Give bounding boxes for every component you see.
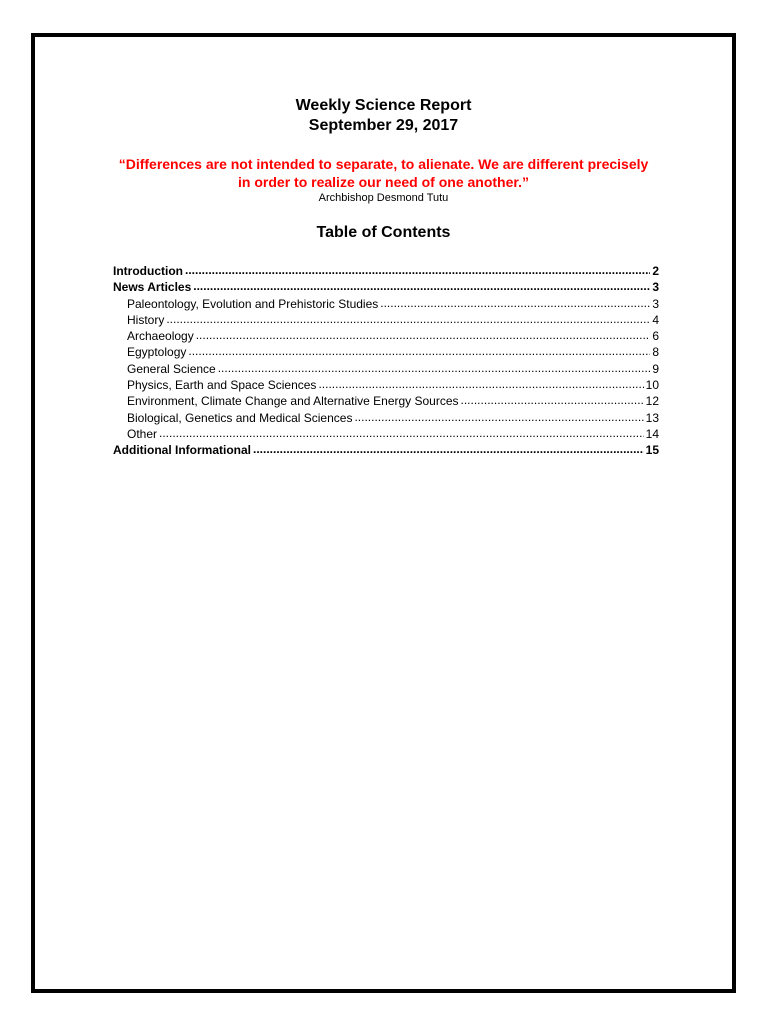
toc-entry-general-science[interactable] <box>113 361 659 377</box>
toc-dot-leader <box>253 441 644 457</box>
toc-dot-leader <box>318 376 643 392</box>
quote-block <box>35 155 732 205</box>
toc-dot-leader <box>188 343 650 359</box>
toc-entry-page: 15 <box>645 443 659 458</box>
toc-dot-leader <box>159 425 644 441</box>
toc-entry-label: History <box>127 312 165 327</box>
toc-dot-leader <box>193 278 650 294</box>
toc-entry-page: 8 <box>652 345 659 360</box>
toc-entry-page: 10 <box>645 378 659 393</box>
toc-entry-page: 3 <box>652 296 659 311</box>
toc-entry-label: Physics, Earth and Space Sciences <box>127 378 317 393</box>
toc-entry-egyptology[interactable] <box>113 344 659 360</box>
toc-entry-other[interactable] <box>113 426 659 442</box>
toc-entry-label: Environment, Climate Change and Alternative Energy Sources <box>127 394 459 409</box>
toc-entry-page: 13 <box>645 410 659 425</box>
toc-entry-label: Additional Informational <box>113 443 251 458</box>
toc-dot-leader <box>380 295 650 311</box>
toc-entry-label: Archaeology <box>127 329 194 344</box>
toc-entry-page: 4 <box>652 312 659 327</box>
toc-entry-label: News Articles <box>113 280 192 295</box>
toc-dot-leader <box>185 262 650 278</box>
toc-dot-leader <box>354 409 643 425</box>
report-title: Weekly Science Report <box>295 97 472 114</box>
toc-entry-additional[interactable] <box>113 442 659 458</box>
toc-entry-label: Paleontology, Evolution and Prehistoric Studies <box>127 296 379 311</box>
toc-entry-label: Introduction <box>113 264 183 278</box>
toc-dot-leader <box>461 392 644 408</box>
quote-text: “Differences are not intended to separate, to alienate. We are different precisely in order to realize our need of one another.” <box>118 156 649 190</box>
toc-dot-leader <box>218 360 651 376</box>
page-frame <box>31 33 736 993</box>
toc-entry-paleontology[interactable] <box>113 296 659 312</box>
toc-entry-page: 3 <box>652 280 659 295</box>
toc-entry-label: General Science <box>127 361 216 376</box>
toc-entry-page: 12 <box>645 394 659 409</box>
toc-entry-label: Other <box>127 426 158 441</box>
toc-entry-introduction[interactable] <box>113 263 659 279</box>
toc-dot-leader <box>166 311 650 327</box>
report-date: September 29, 2017 <box>308 117 459 134</box>
toc-entry-history[interactable] <box>113 312 659 328</box>
title-block <box>35 96 732 136</box>
toc-dot-leader <box>196 327 651 343</box>
table-of-contents <box>113 263 659 459</box>
toc-entry-label: Egyptology <box>127 345 187 360</box>
quote-author: Archbishop Desmond Tutu <box>318 192 449 204</box>
toc-entry-environment[interactable] <box>113 393 659 409</box>
toc-entry-page: 9 <box>652 361 659 376</box>
toc-entry-page: 6 <box>652 329 659 344</box>
toc-entry-archaeology[interactable] <box>113 328 659 344</box>
toc-entry-page: 2 <box>652 264 659 278</box>
toc-entry-news-articles[interactable] <box>113 279 659 295</box>
toc-entry-physics[interactable] <box>113 377 659 393</box>
toc-heading: Table of Contents <box>316 224 451 241</box>
toc-entry-biological[interactable] <box>113 410 659 426</box>
toc-entry-label: Biological, Genetics and Medical Sciences <box>127 410 353 425</box>
toc-entry-page: 14 <box>645 426 659 441</box>
